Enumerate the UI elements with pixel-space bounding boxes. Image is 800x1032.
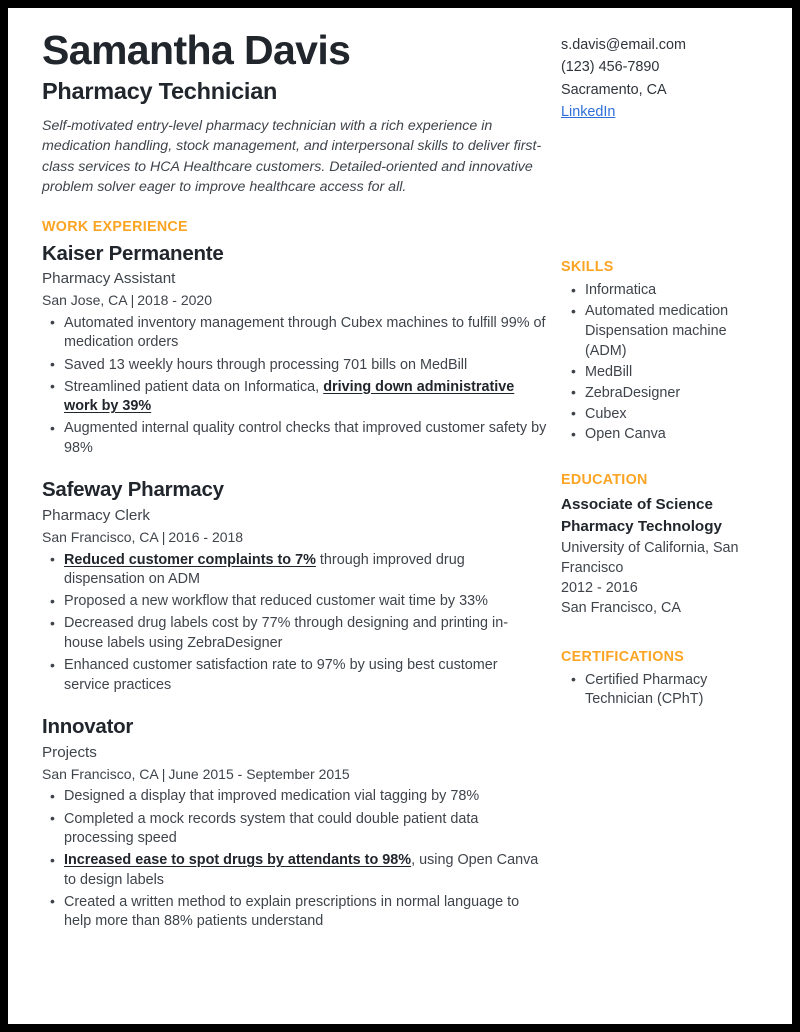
skill-item: • ZebraDesigner (561, 384, 766, 404)
experience-entry (42, 714, 547, 932)
education-field: Pharmacy Technology (561, 517, 722, 535)
experience-meta-separator: | (161, 765, 166, 782)
bullet-text: Saved 13 weekly hours through processing 701 bills on MedBill (64, 356, 468, 373)
work-experience-section (42, 219, 547, 932)
experience-bullet (42, 851, 547, 890)
skills-heading: SKILLS (561, 259, 614, 276)
bullet-text: Designed a display that improved medication vial tagging by 78% (64, 788, 480, 805)
experience-bullet-list (42, 314, 547, 459)
bullet-highlight: driving down administrative work by 39% (64, 378, 515, 415)
contact-location: Sacramento, CA (561, 81, 667, 98)
bullet-text: Completed a mock records system that could double patient data processing speed (64, 810, 479, 847)
experience-meta (42, 291, 547, 310)
experience-bullet (42, 314, 547, 353)
certifications-section (561, 649, 766, 711)
education-section (561, 472, 766, 618)
skills-list (561, 281, 766, 445)
experience-bullet (42, 419, 547, 458)
bullet-text-after: , using Open Canva to design labels (64, 852, 539, 888)
work-experience-heading: WORK EXPERIENCE (42, 218, 188, 235)
resume-columns (8, 8, 792, 1024)
sidebar-column (561, 34, 766, 711)
experience-bullet (42, 810, 547, 849)
bullet-text: Proposed a new workflow that reduced customer wait time by 33% (64, 593, 488, 610)
certification-item: • Certified Pharmacy Technician (CPhT) (561, 671, 766, 711)
bullet-text: Enhanced customer satisfaction rate to 97% by using best customer service practices (64, 657, 498, 693)
experience-role: Pharmacy Clerk (42, 507, 151, 525)
skill-item: • Automated medication Dispensation machine (ADM) (561, 302, 766, 362)
experience-location: San Jose, CA (42, 291, 128, 308)
contact-email[interactable]: s.davis@email.com (561, 37, 686, 53)
experience-meta (42, 528, 547, 547)
skill-item: • Informatica (561, 281, 766, 301)
experience-organization: Kaiser Permanente (42, 241, 224, 265)
contact-block (561, 34, 766, 123)
experience-organization: Innovator (42, 715, 134, 739)
skill-item: • Open Canva (561, 425, 766, 445)
experience-dates: 2016 - 2018 (168, 528, 244, 545)
experience-bullet (42, 551, 547, 590)
experience-bullet (42, 592, 547, 612)
education-dates: 2012 - 2016 (561, 580, 638, 597)
bullet-highlight: Reduced customer complaints to 7% (64, 551, 316, 568)
bullet-text: Augmented internal quality control checks that improved customer safety by 98% (64, 420, 547, 456)
experience-location: San Francisco, CA (42, 765, 159, 782)
experience-bullet (42, 614, 547, 653)
bullet-text: Automated inventory management through Cubex machines to fulfill 99% of medication orders (64, 314, 546, 351)
experience-bullet (42, 378, 547, 417)
bullet-text: Streamlined patient data on Informatica, (64, 378, 324, 395)
education-heading: EDUCATION (561, 472, 648, 489)
certifications-heading: CERTIFICATIONS (561, 648, 685, 665)
bullet-text-after: through improved drug dispensation on ADM (64, 551, 465, 588)
linkedin-link[interactable]: LinkedIn (561, 103, 616, 120)
main-column (42, 27, 547, 935)
bullet-text: Created a written method to explain prescriptions in normal language to help more than 88% patients understand (64, 893, 520, 930)
contact-phone[interactable]: (123) 456-7890 (561, 59, 660, 76)
experience-meta-separator: | (161, 528, 166, 545)
experience-bullet (42, 656, 547, 695)
experience-location: San Francisco, CA (42, 528, 159, 545)
bullet-text: Decreased drug labels cost by 77% through designing and printing in-house labels using ZebraDesigner (64, 615, 508, 651)
work-experience-entries (42, 241, 547, 932)
candidate-job-title: Pharmacy Technician (42, 78, 278, 104)
experience-meta-separator: | (130, 291, 135, 308)
experience-entry (42, 241, 547, 459)
experience-dates: 2018 - 2020 (137, 291, 212, 308)
education-degree: Associate of Science (561, 496, 713, 514)
education-school: University of California, San Francisco (561, 539, 739, 577)
bullet-highlight: Increased ease to spot drugs by attendants to 98% (64, 852, 412, 869)
certifications-list (561, 671, 766, 711)
experience-bullet (42, 787, 547, 807)
candidate-name: Samantha Davis (42, 27, 351, 73)
experience-bullet (42, 893, 547, 932)
contact-linkedin-row (561, 101, 766, 123)
education-location: San Francisco, CA (561, 600, 681, 617)
experience-bullet (42, 356, 547, 376)
experience-dates: June 2015 - September 2015 (168, 765, 350, 782)
experience-role: Pharmacy Assistant (42, 270, 176, 288)
experience-role: Projects (42, 743, 97, 761)
experience-bullet-list (42, 787, 547, 932)
skills-section (561, 259, 766, 445)
experience-organization: Safeway Pharmacy (42, 478, 224, 502)
resume-page (8, 8, 792, 1024)
experience-entry (42, 477, 547, 695)
skill-item: • Cubex (561, 405, 766, 425)
experience-bullet-list (42, 551, 547, 696)
experience-meta (42, 765, 547, 784)
skill-item: • MedBill (561, 363, 766, 383)
professional-summary: Self-motivated entry-level pharmacy technician with a rich experience in medication handling, stock management, and interpersonal skills to deliver first-class services to HCA Healthcare customers. Detailed-oriented and innovative problem solver eager to improve healthcare access for all. (42, 117, 542, 196)
